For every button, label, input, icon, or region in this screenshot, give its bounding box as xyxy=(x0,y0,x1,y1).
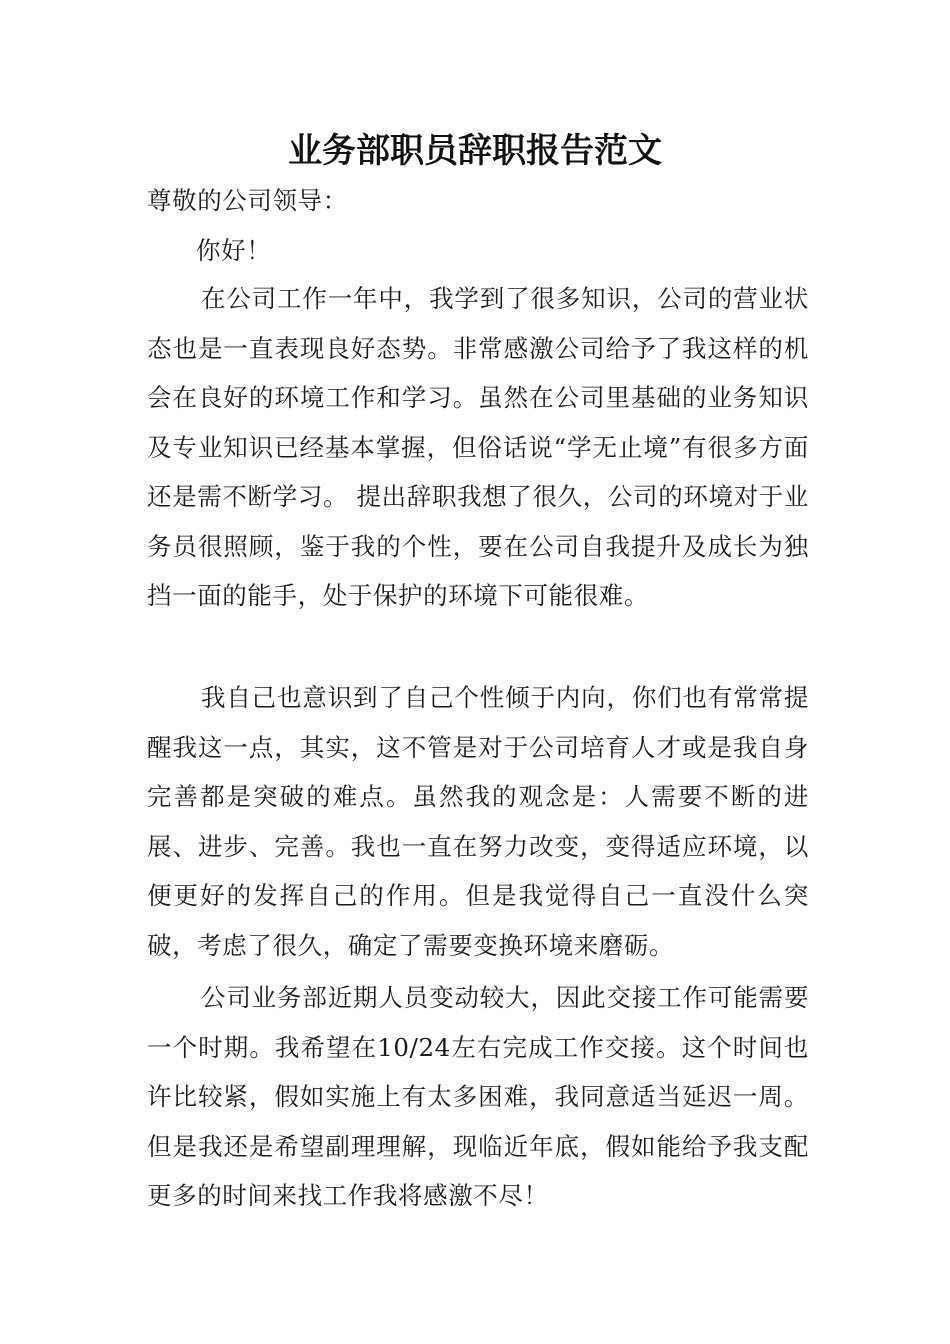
paragraph-3: 公司业务部近期人员变动较大，因此交接工作可能需要一个时期。我希望在10/24左右完成工作交接。这个时间也许比较紧，假如实施上有太多困难，我同意适当延迟一周。但是我还是希望副理理解，现临近年底，假如能给予我支配更多的时间来找工作我将感激不尽！ xyxy=(147,983,809,1210)
paragraph-2: 我自己也意识到了自己个性倾于内向，你们也有常常提醒我这一点，其实，这不管是对于公司培育人才或是我自身完善都是突破的难点。虽然我的观念是：人需要不断的进展、进步、完善。我也一直在努力改变，变得适应环境，以便更好的发挥自己的作用。但是我觉得自己一直没什么突破，考虑了很久，确定了需要变换环境来磨砺。 xyxy=(147,683,809,960)
document-title: 业务部职员辞职报告范文 xyxy=(288,131,662,171)
paragraph-1: 在公司工作一年中，我学到了很多知识，公司的营业状态也是一直表现良好态势。非常感激公司给予了我这样的机会在良好的环境工作和学习。虽然在公司里基础的业务知识及专业知识已经基本掌握，但俗话说“学无止境”有很多方面还是需不断学习。 提出辞职我想了很久，公司的环境对于业务员很照顾，鉴于我的个性，要在公司自我提升及成长为独挡一面的能手，处于保护的环境下可能很难。 xyxy=(147,284,809,610)
salutation: 尊敬的公司领导： xyxy=(147,186,348,215)
greeting: 你好！ xyxy=(196,236,272,265)
